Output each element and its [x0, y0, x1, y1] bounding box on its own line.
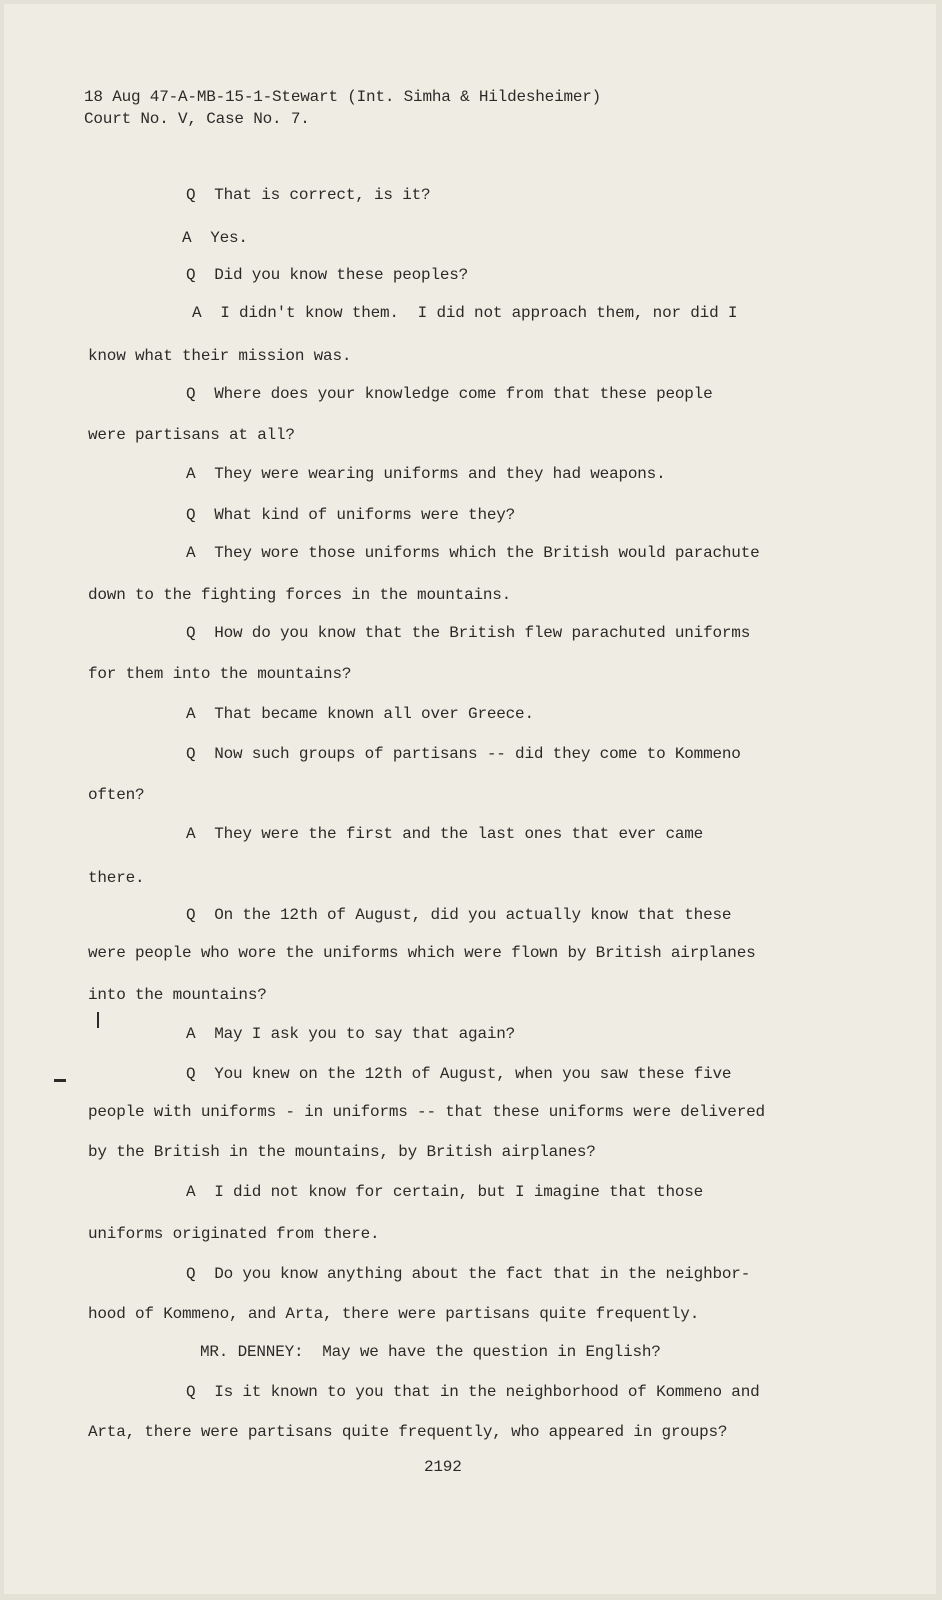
transcript-line: MR. DENNEY: May we have the question in English? [200, 1343, 661, 1361]
margin-mark [54, 1079, 66, 1082]
transcript-line: A They were the first and the last ones that ever came [186, 825, 704, 843]
transcript-line: were partisans at all? [88, 426, 295, 444]
transcript-line: A That became known all over Greece. [186, 705, 534, 723]
transcript-line: A Yes. [182, 229, 248, 247]
transcript-line: Q Now such groups of partisans -- did they come to Kommeno [186, 745, 741, 763]
transcript-line: Q Is it known to you that in the neighborhood of Kommeno and [186, 1383, 760, 1401]
header-line-2: Court No. V, Case No. 7. [84, 110, 310, 128]
transcript-page [4, 4, 936, 1594]
transcript-line: Q On the 12th of August, did you actually know that these [186, 906, 732, 924]
transcript-line: down to the fighting forces in the mountains. [88, 586, 512, 604]
margin-mark [97, 1012, 99, 1028]
transcript-line: Q You knew on the 12th of August, when you saw these five [186, 1065, 732, 1083]
transcript-line: A They wore those uniforms which the British would parachute [186, 544, 760, 562]
transcript-line: A I did not know for certain, but I imagine that those [186, 1183, 704, 1201]
transcript-line: into the mountains? [88, 986, 267, 1004]
transcript-line: Q What kind of uniforms were they? [186, 506, 516, 524]
transcript-line: uniforms originated from there. [88, 1225, 380, 1243]
transcript-line: Arta, there were partisans quite frequently, who appeared in groups? [88, 1423, 728, 1441]
transcript-line: Q How do you know that the British flew parachuted uniforms [186, 624, 751, 642]
transcript-line: Q Did you know these peoples? [186, 266, 469, 284]
transcript-line: there. [88, 869, 145, 887]
transcript-line: hood of Kommeno, and Arta, there were partisans quite frequently. [88, 1305, 700, 1323]
transcript-line: by the British in the mountains, by British airplanes? [88, 1143, 596, 1161]
transcript-line: A They were wearing uniforms and they had weapons. [186, 465, 666, 483]
transcript-line: were people who wore the uniforms which were flown by British airplanes [88, 944, 756, 962]
transcript-line: often? [88, 786, 145, 804]
header-line-1: 18 Aug 47-A-MB-15-1-Stewart (Int. Simha & Hildesheimer) [84, 88, 602, 106]
transcript-line: for them into the mountains? [88, 665, 352, 683]
transcript-line: A May I ask you to say that again? [186, 1025, 516, 1043]
transcript-line: know what their mission was. [88, 347, 352, 365]
transcript-line: A I didn't know them. I did not approach them, nor did I [192, 304, 738, 322]
transcript-line: Q Do you know anything about the fact that in the neighbor- [186, 1265, 751, 1283]
transcript-line: Q Where does your knowledge come from that these people [186, 385, 713, 403]
transcript-line: people with uniforms - in uniforms -- that these uniforms were delivered [88, 1103, 765, 1121]
transcript-line: Q That is correct, is it? [186, 186, 431, 204]
page-number: 2192 [424, 1458, 462, 1476]
